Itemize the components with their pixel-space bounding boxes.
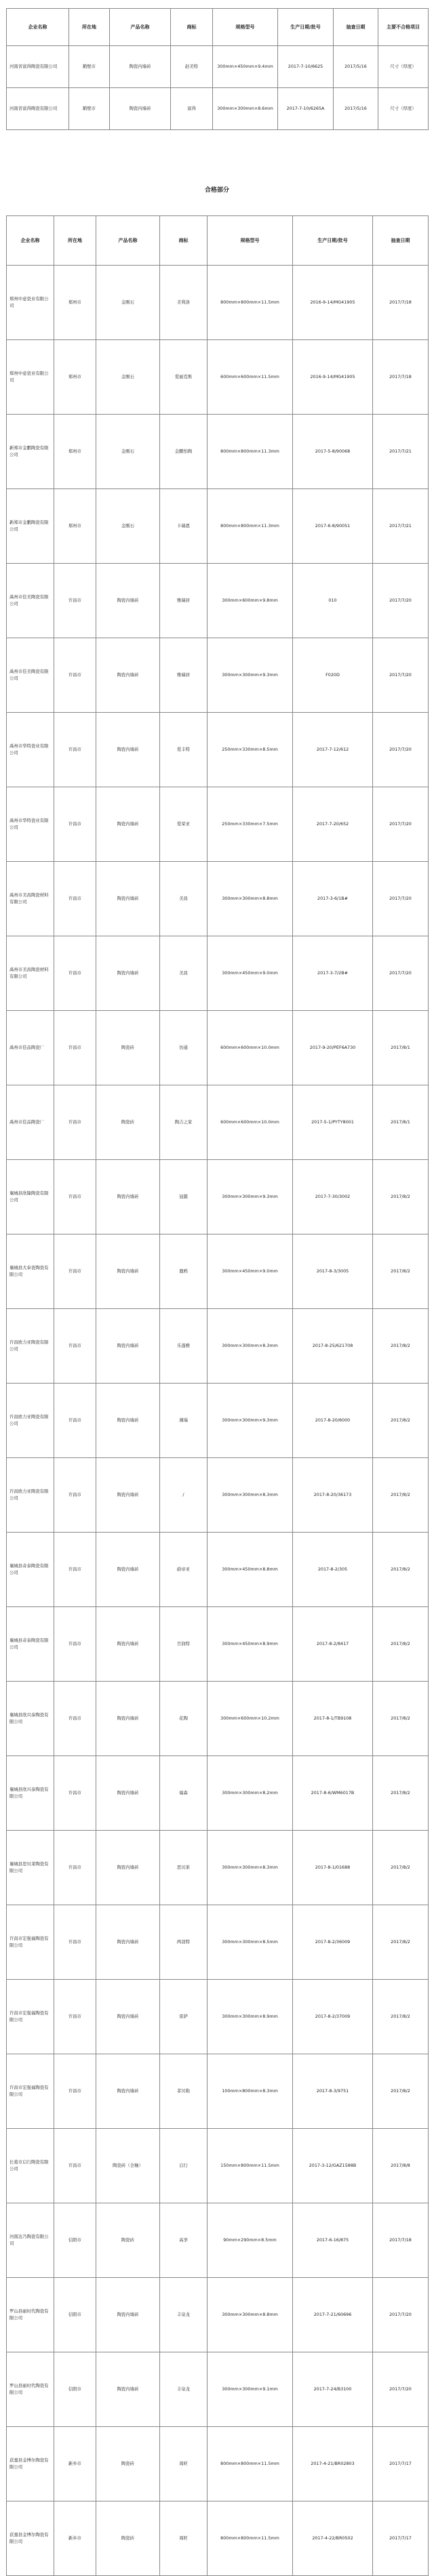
table-cell: 2016-9-14/MG41905	[293, 266, 373, 340]
table-row	[7, 862, 429, 936]
table-cell: 许昌市宏强福陶瓷有限公司	[7, 1905, 54, 1980]
table-cell: 思贝莱	[160, 1831, 208, 1905]
table-cell: 250mm×330mm×8.5mm	[208, 713, 293, 787]
table-cell: 2017/5/16	[334, 88, 378, 130]
table-cell: 陶瓷砖	[96, 1085, 160, 1160]
table-cell: 2017/8/2	[373, 1309, 429, 1384]
header-cell: 商标	[160, 216, 208, 266]
table-cell: 河南省富得陶瓷有限公司	[7, 46, 69, 88]
table-cell: 禹州市佳品陶瓷厂	[7, 1085, 54, 1160]
header-cell: 规格型号	[213, 9, 278, 46]
table-cell: 长葛市启行陶瓷有限公司	[7, 2129, 54, 2203]
table-cell: 许昌市宏强福陶瓷有限公司	[7, 2054, 54, 2129]
header-cell: 所在地	[54, 216, 96, 266]
table-row	[7, 2352, 429, 2427]
table-cell: 信阳市	[54, 2203, 96, 2278]
table-cell: 美利洛	[160, 266, 208, 340]
table-row	[7, 787, 429, 862]
table-cell: 2017/7/21	[373, 415, 429, 489]
table-cell: 仿通	[160, 1011, 208, 1085]
table-cell: 新乡市	[54, 2501, 96, 2576]
table-cell: 2017/5/16	[334, 46, 378, 88]
table-cell: 陶瓷内墙砖	[96, 638, 160, 713]
table-cell: 禹州市佳美陶瓷有限公司	[7, 638, 54, 713]
table-cell: 金刚石	[96, 340, 160, 415]
table-cell: 2017-3-7/2B#	[293, 936, 373, 1011]
table-cell: 陶瓷内墙砖	[96, 1458, 160, 1533]
table-cell: 许昌欧力亚陶瓷有限公司	[7, 1458, 54, 1533]
table-cell: 2017/8/2	[373, 1756, 429, 1831]
table-cell: 许昌市	[54, 638, 96, 713]
table-cell: 800mm×800mm×11.5mm	[208, 266, 293, 340]
table-cell: 襄城县思贝莱陶瓷有限公司	[7, 1831, 54, 1905]
table-row	[7, 1458, 429, 1533]
table-cell: 300mm×600mm×9.8mm	[208, 564, 293, 638]
table-row	[7, 46, 429, 88]
table-row	[7, 266, 429, 340]
table-cell: 2017/7/20	[373, 2278, 429, 2352]
table-cell: 郑州市	[54, 340, 96, 415]
table-cell: 湘瑞	[160, 1384, 208, 1458]
table-cell: 冠越	[160, 1160, 208, 1234]
table-cell: 300mm×450mm×8.9mm	[208, 1607, 293, 1682]
table-row	[7, 713, 429, 787]
table-cell: 许昌市	[54, 564, 96, 638]
table-cell: 鹤壁市	[69, 88, 110, 130]
table-cell: 新乡市	[54, 2427, 96, 2501]
table-cell: 许昌市宏强福陶瓷有限公司	[7, 1980, 54, 2054]
table-cell: 许昌市	[54, 1085, 96, 1160]
table-cell: 陶瓷内墙砖	[110, 88, 171, 130]
table-cell: 美昌	[160, 862, 208, 936]
table-cell: 襄城县奇泰陶瓷有限公司	[7, 1533, 54, 1607]
table-cell: 尺寸（厚度）	[378, 46, 429, 88]
table-cell: 2017/7/20	[373, 713, 429, 787]
section-title: 合格部分	[204, 187, 229, 194]
table-cell: 陶瓷内墙砖	[110, 46, 171, 88]
table-cell: 2017-7-10/6625	[278, 46, 334, 88]
table-cell: 300mm×450mm×9.4mm	[213, 46, 278, 88]
table-cell: 300mm×600mm×10.2mm	[208, 1682, 293, 1756]
table-cell: 陶瓷内墙砖	[96, 1980, 160, 2054]
table-cell: 获嘉县金博尔陶瓷有限公司	[7, 2501, 54, 2576]
table-cell: 禹州市美昌陶瓷材料有限公司	[7, 936, 54, 1011]
table-cell: 陶瓷内墙砖	[96, 564, 160, 638]
table-row	[7, 2129, 429, 2203]
table-cell: 爱荣亚	[160, 787, 208, 862]
table-cell: 2017/7/18	[373, 266, 429, 340]
table-cell: 乐蓬雅	[160, 1309, 208, 1384]
table-cell: 许昌市	[54, 1533, 96, 1607]
table-cell: 2017/7/17	[373, 2501, 429, 2576]
table-cell: 禹州市佳美陶瓷有限公司	[7, 564, 54, 638]
table-cell: 陶瓷内墙砖	[96, 2352, 160, 2427]
unqualified-products-table	[6, 8, 429, 130]
header-cell: 主要不合格项目	[378, 9, 429, 46]
table-cell: 150mm×800mm×11.5mm	[208, 2129, 293, 2203]
table-cell: 许昌市	[54, 1756, 96, 1831]
header-cell: 产品名称	[110, 9, 171, 46]
table-cell: 陶吉之家	[160, 1085, 208, 1160]
table-cell: 郑州市	[54, 266, 96, 340]
table-cell: 2017-8-2/36009	[293, 1905, 373, 1980]
table-cell: /	[160, 1458, 208, 1533]
table-cell: 爱丽克斯	[160, 340, 208, 415]
table-cell: 300mm×300mm×8.8mm	[208, 2278, 293, 2352]
table-cell: 许昌市	[54, 1011, 96, 1085]
table-cell: 800mm×800mm×11.5mm	[208, 2501, 293, 2576]
table-row	[7, 1756, 429, 1831]
table-cell: 800mm×800mm×11.3mm	[208, 489, 293, 564]
table-row	[7, 2501, 429, 2576]
table-cell: 300mm×300mm×8.3mm	[208, 1309, 293, 1384]
table-cell: 许昌市	[54, 1384, 96, 1458]
table-header-row	[7, 9, 429, 46]
table-cell: 陶瓷砖	[96, 2501, 160, 2576]
table-cell: 2017/7/20	[373, 2352, 429, 2427]
table-cell: 2017/8/2	[373, 1607, 429, 1682]
table-cell: 陶瓷内墙砖	[96, 862, 160, 936]
table-row	[7, 340, 429, 415]
qualified-products-table	[6, 215, 429, 2576]
table-cell: 陶瓷内墙砖	[96, 1160, 160, 1234]
table-cell: 花陶	[160, 1682, 208, 1756]
table-cell: 襄城县欣隆陶瓷有限公司	[7, 1160, 54, 1234]
table-cell: 雅瑞居	[160, 564, 208, 638]
table-cell: 100mm×800mm×8.3mm	[208, 2054, 293, 2129]
table-cell: 2017-3-12/GAZ1588B	[293, 2129, 373, 2203]
table-cell: 新郑市金鹏陶瓷有限公司	[7, 415, 54, 489]
table-cell: 2017-7-12/612	[293, 713, 373, 787]
table-cell: 2017/7/18	[373, 340, 429, 415]
table-row	[7, 88, 429, 130]
table-cell: 2017-9-20/PEF6A730	[293, 1011, 373, 1085]
table-cell: 300mm×300mm×9.3mm	[208, 1160, 293, 1234]
table-cell: 襄城县奇泰陶瓷有限公司	[7, 1607, 54, 1682]
table-cell: 陶瓷内墙砖	[96, 1607, 160, 1682]
table-cell: 2017-7-20/652	[293, 787, 373, 862]
table-cell: 2017/7/17	[373, 2427, 429, 2501]
table-cell: 鹤壁市	[69, 46, 110, 88]
table-cell: 2017/8/2	[373, 1458, 429, 1533]
table-cell: 2017-8-25/621708	[293, 1309, 373, 1384]
table-cell: 河南省富得陶瓷有限公司	[7, 88, 69, 130]
table-cell: 2017/8/2	[373, 1234, 429, 1309]
table-cell: 2017-3-6/1B#	[293, 862, 373, 936]
table-cell: 金刚石	[96, 415, 160, 489]
table-row	[7, 489, 429, 564]
table-cell: 赵美特	[171, 46, 213, 88]
table-cell: 信阳市	[54, 2352, 96, 2427]
table-cell: 2017/8/2	[373, 1533, 429, 1607]
table-cell: 襄城县欣兴泰陶瓷有限公司	[7, 1756, 54, 1831]
table-cell: 2017/7/20	[373, 862, 429, 936]
table-row	[7, 1607, 429, 1682]
table-cell: 800mm×800mm×11.3mm	[208, 415, 293, 489]
table-cell: 2017-4-22/BR0502	[293, 2501, 373, 2576]
table-cell: 陶瓷砖	[96, 2427, 160, 2501]
table-cell: 禹州市华特瓷业有限公司	[7, 713, 54, 787]
table-cell: 300mm×450mm×9.0mm	[208, 936, 293, 1011]
table-row	[7, 1234, 429, 1309]
table-cell: 2016-9-14/MG41905	[293, 340, 373, 415]
table-cell: F020D	[293, 638, 373, 713]
table-cell: 信阳市	[54, 2278, 96, 2352]
table-cell: 许昌市	[54, 1160, 96, 1234]
table-cell: 2017-8-6/WM6017B	[293, 1756, 373, 1831]
table-cell: 2017/8/2	[373, 1905, 429, 1980]
table-cell: 陶瓷内墙砖	[96, 1234, 160, 1309]
table-cell: 两羽特	[160, 1905, 208, 1980]
table-row	[7, 1533, 429, 1607]
header-cell: 所在地	[69, 9, 110, 46]
table-cell: 郑州市	[54, 489, 96, 564]
table-cell: 许昌市	[54, 2129, 96, 2203]
table-row	[7, 1905, 429, 1980]
table-cell: 2017-4-21/BR02803	[293, 2427, 373, 2501]
table-cell: 300mm×450mm×8.8mm	[208, 1533, 293, 1607]
table-cell: 陶瓷内墙砖	[96, 1905, 160, 1980]
table-cell: 尺寸（厚度）	[378, 88, 429, 130]
table-cell: 襄城县欣兴泰陶瓷有限公司	[7, 1682, 54, 1756]
table-cell: 罗山县丽时代陶瓷有限公司	[7, 2278, 54, 2352]
table-cell: 禹州市美昌陶瓷材料有限公司	[7, 862, 54, 936]
table-row	[7, 415, 429, 489]
table-cell: 周旺	[160, 2501, 208, 2576]
table-cell: 金刚石	[96, 489, 160, 564]
table-cell: 2017/7/21	[373, 489, 429, 564]
table-row	[7, 1011, 429, 1085]
table-row	[7, 1980, 429, 2054]
header-cell: 抽查日期	[373, 216, 429, 266]
table-cell: 许昌欧力亚陶瓷有限公司	[7, 1309, 54, 1384]
table-cell: 2017/7/20	[373, 787, 429, 862]
table-cell: 陶瓷内墙砖	[96, 1682, 160, 1756]
header-cell: 生产日期/批号	[278, 9, 334, 46]
table-cell: 2017-8-3/3005	[293, 1234, 373, 1309]
table-cell: 600mm×600mm×10.0mm	[208, 1011, 293, 1085]
table-cell: 2017/8/1	[373, 1011, 429, 1085]
table-cell: 陶瓷内墙砖	[96, 2054, 160, 2129]
table-cell: 2017/8/2	[373, 1384, 429, 1458]
table-cell: 2017-8-2/305	[293, 1533, 373, 1607]
table-cell: 2017-8-20/36173	[293, 1458, 373, 1533]
table-row	[7, 1831, 429, 1905]
table-cell: 010	[293, 564, 373, 638]
table-cell: 2017-6-16/875	[293, 2203, 373, 2278]
table-header-row	[7, 216, 429, 266]
table-cell: 鹿鸥	[160, 1234, 208, 1309]
table-cell: 金鹏怡陶	[160, 415, 208, 489]
table-cell: 2017-5-1/PYTY8001	[293, 1085, 373, 1160]
table-cell: 蔚帝亚	[160, 1533, 208, 1607]
table-cell: 禹州市华特瓷业有限公司	[7, 787, 54, 862]
table-cell: 金刚石	[96, 266, 160, 340]
table-cell: 禹州市佳品陶瓷厂	[7, 1011, 54, 1085]
table-cell: 周旺	[160, 2427, 208, 2501]
table-cell: 陶瓷内墙砖	[96, 1533, 160, 1607]
table-cell: 陶瓷砖（全釉）	[96, 2129, 160, 2203]
table-cell: 许昌市	[54, 787, 96, 862]
table-cell: 丰泉龙	[160, 2352, 208, 2427]
table-cell: 丰泉龙	[160, 2278, 208, 2352]
table-cell: 陶瓷内墙砖	[96, 1384, 160, 1458]
table-cell: 600mm×600mm×10.0mm	[208, 1085, 293, 1160]
table-cell: 雅瑞居	[160, 638, 208, 713]
table-cell: 许昌市	[54, 1905, 96, 1980]
table-cell: 富得	[171, 88, 213, 130]
table-cell: 许昌市	[54, 862, 96, 936]
table-cell: 2017-6-8/90051	[293, 489, 373, 564]
table-cell: 许昌市	[54, 1607, 96, 1682]
table-cell: 300mm×300mm×9.3mm	[208, 638, 293, 713]
table-cell: 2017-7-24/B3100	[293, 2352, 373, 2427]
table-cell: 2017/7/20	[373, 638, 429, 713]
table-cell: 2017/8/2	[373, 1980, 429, 2054]
table-cell: 300mm×300mm×8.2mm	[208, 1756, 293, 1831]
table-row	[7, 936, 429, 1011]
table-row	[7, 1309, 429, 1384]
table-cell: 250mm×330mm×7.5mm	[208, 787, 293, 862]
table-cell: 陶瓷内墙砖	[96, 1309, 160, 1384]
table-cell: 高享	[160, 2203, 208, 2278]
table-cell: 2017-7-10/6265A	[278, 88, 334, 130]
table-cell: 许昌欧力亚陶瓷有限公司	[7, 1384, 54, 1458]
table-cell: 许昌市	[54, 1234, 96, 1309]
table-cell: 2017-8-1/01688	[293, 1831, 373, 1905]
table-cell: 2017/7/20	[373, 564, 429, 638]
table-cell: 2017-8-20/6000	[293, 1384, 373, 1458]
table-cell: 90mm×290mm×8.5mm	[208, 2203, 293, 2278]
table-cell: 2017-7-21/60696	[293, 2278, 373, 2352]
table-cell: 陶瓷砖	[96, 1011, 160, 1085]
table-row	[7, 1384, 429, 1458]
table-cell: 陶瓷内墙砖	[96, 713, 160, 787]
table-cell: 郑州中意瓷业有限公司	[7, 266, 54, 340]
header-cell: 生产日期/批号	[293, 216, 373, 266]
table-cell: 300mm×300mm×8.3mm	[208, 1458, 293, 1533]
table-cell: 2017-7-30/3002	[293, 1160, 373, 1234]
table-cell: 陶瓷砖	[96, 2203, 160, 2278]
table-cell: 陶瓷内墙砖	[96, 936, 160, 1011]
table-cell: 陶瓷内墙砖	[96, 1756, 160, 1831]
table-cell: 600mm×600mm×11.5mm	[208, 340, 293, 415]
table-cell: 2017-8-2/37009	[293, 1980, 373, 2054]
table-cell: 启行	[160, 2129, 208, 2203]
table-cell: 2017/7/18	[373, 2203, 429, 2278]
table-cell: 百润特	[160, 1607, 208, 1682]
table-row	[7, 1085, 429, 1160]
table-cell: 罗山县丽时代陶瓷有限公司	[7, 2352, 54, 2427]
table-cell: 获嘉县金博尔陶瓷有限公司	[7, 2427, 54, 2501]
table-row	[7, 2203, 429, 2278]
table-cell: 美昌	[160, 936, 208, 1011]
table-cell: 许昌市	[54, 1682, 96, 1756]
table-cell: 许昌市	[54, 1831, 96, 1905]
table-cell: 300mm×450mm×9.0mm	[208, 1234, 293, 1309]
table-cell: 2017/8/1	[373, 1085, 429, 1160]
header-cell: 产品名称	[96, 216, 160, 266]
table-row	[7, 2054, 429, 2129]
header-cell: 抽查日期	[334, 9, 378, 46]
table-cell: 300mm×300mm×8.5mm	[208, 1905, 293, 1980]
table-cell: 2017-8-1/TB9108	[293, 1682, 373, 1756]
table-cell: 许昌市	[54, 1980, 96, 2054]
table-cell: 2017/8/2	[373, 1831, 429, 1905]
table-row	[7, 1160, 429, 1234]
table-cell: 300mm×300mm×9.1mm	[208, 2352, 293, 2427]
table-cell: 2017/8/2	[373, 1682, 429, 1756]
table-cell: 2017/7/20	[373, 936, 429, 1011]
table-cell: 2017/8/2	[373, 1160, 429, 1234]
table-cell: 300mm×300mm×8.8mm	[208, 862, 293, 936]
table-cell: 郑州中意瓷业有限公司	[7, 340, 54, 415]
table-cell: 郑州市	[54, 415, 96, 489]
header-cell: 商标	[171, 9, 213, 46]
table-cell: 雷萨	[160, 1980, 208, 2054]
table-cell: 卡瑞恩	[160, 489, 208, 564]
table-cell: 陶瓷内墙砖	[96, 787, 160, 862]
table-row	[7, 2278, 429, 2352]
table-cell: 许昌市	[54, 1309, 96, 1384]
header-cell: 规格型号	[208, 216, 293, 266]
table-cell: 800mm×800mm×11.5mm	[208, 2427, 293, 2501]
table-cell: 2017-8-2/8417	[293, 1607, 373, 1682]
table-cell: 新郑市金鹏陶瓷有限公司	[7, 489, 54, 564]
table-row	[7, 1682, 429, 1756]
table-cell: 2017-5-8/90068	[293, 415, 373, 489]
table-cell: 陶瓷内墙砖	[96, 2278, 160, 2352]
table-cell: 许昌市	[54, 2054, 96, 2129]
header-cell: 企业名称	[7, 216, 54, 266]
table-cell: 300mm×300mm×8.9mm	[208, 1980, 293, 2054]
table-cell: 许昌市	[54, 713, 96, 787]
table-cell: 许昌市	[54, 936, 96, 1011]
header-cell: 企业名称	[7, 9, 69, 46]
table-cell: 爱丰特	[160, 713, 208, 787]
table-cell: 300mm×300mm×9.3mm	[208, 1384, 293, 1458]
table-row	[7, 564, 429, 638]
table-cell: 福森	[160, 1756, 208, 1831]
table-cell: 襄城县大奉瓷陶瓷有限公司	[7, 1234, 54, 1309]
table-cell: 陶瓷内墙砖	[96, 1831, 160, 1905]
table-cell: 河南达乃陶瓷有限公司	[7, 2203, 54, 2278]
table-cell: 300mm×300mm×8.3mm	[208, 1831, 293, 1905]
table-cell: 菲贝勒	[160, 2054, 208, 2129]
table-row	[7, 638, 429, 713]
table-cell: 2017/8/8	[373, 2129, 429, 2203]
table-cell: 300mm×300mm×8.6mm	[213, 88, 278, 130]
table-cell: 许昌市	[54, 1458, 96, 1533]
table-cell: 2017-8-3/9751	[293, 2054, 373, 2129]
table-cell: 2017/8/2	[373, 2054, 429, 2129]
table-row	[7, 2427, 429, 2501]
